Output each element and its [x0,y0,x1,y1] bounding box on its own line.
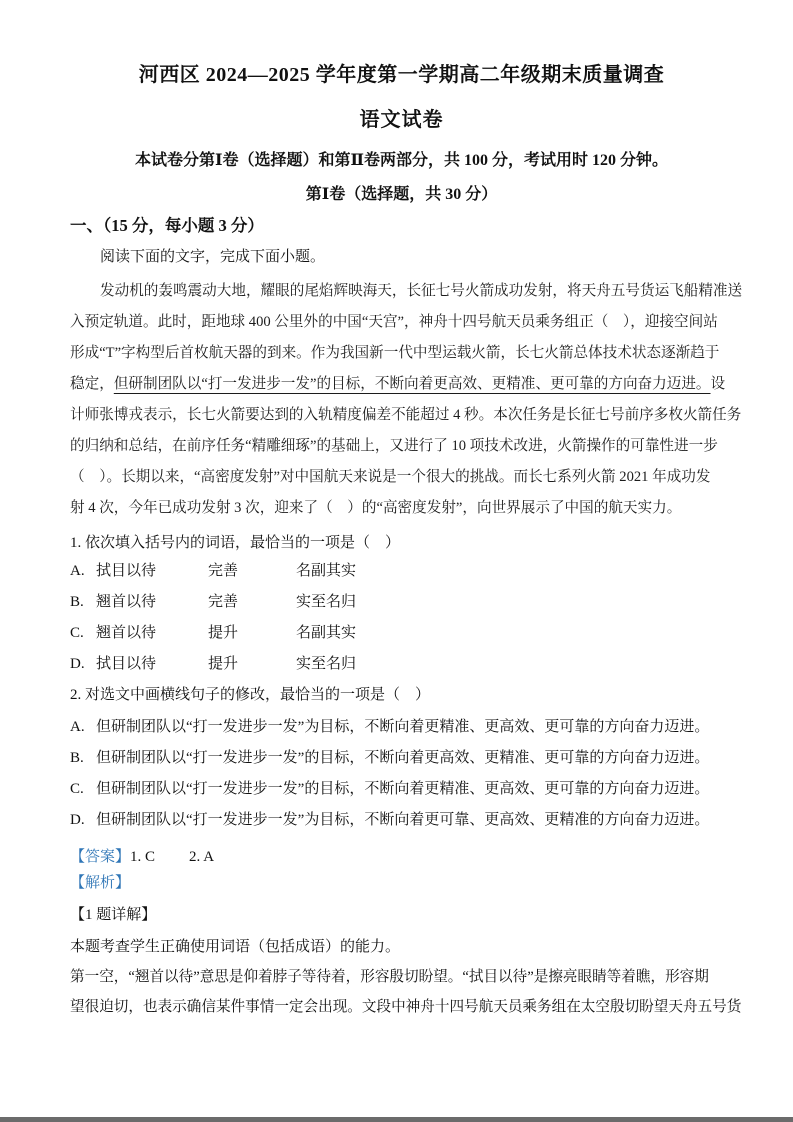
option-label: B. [70,750,84,766]
passage-line: 入预定轨道。此时，距地球 400 公里外的中国“天宫”，神舟十四号航天员乘务组正（ ），迎接空间站 [70,314,718,330]
question-2-stem: 2. 对选文中画横线句子的修改，最恰当的一项是（ ） [70,687,431,703]
option-label: C. [70,781,84,797]
option-row-c [70,774,733,805]
option-text: 但研制团队以“打一发进步一发”的目标，不断向着更精准、更高效、更可靠的方向奋力迈进。 [96,781,710,797]
option-word-1: 拭目以待 [96,656,157,672]
option-word-3: 实至名归 [296,594,357,610]
reading-passage [70,276,743,524]
passage-line: 射 4 次，今年已成功发射 3 次，迎来了（ ）的“高密度发射”，向世界展示了中国的航天实力。 [70,500,682,516]
option-word-1: 拭目以待 [96,563,157,579]
passage-line-underlined [70,369,733,400]
option-word-1: 翘首以待 [96,594,157,610]
passage-line: 形成“T”字构型后首枚航天器的到来。作为我国新一代中型运载火箭，长七火箭总体技术状态逐渐趋于 [70,345,720,361]
option-row-b [70,587,733,618]
option-word-2: 提升 [208,625,239,641]
option-text: 但研制团队以“打一发进步一发”的目标，不断向着更高效、更精准、更可靠的方向奋力迈进。 [96,750,710,766]
option-word-2: 提升 [208,656,239,672]
part-1-heading: 一、（15 分，每小题 3 分） [70,216,264,235]
answer-q2: 2. A [189,849,215,865]
answer-label: 【答案】 [70,849,131,865]
passage-line: 计师张博戎表示，长七火箭要达到的入轨精度偏差不能超过 4 秒。本次任务是长征七号前序多枚火箭任务 [70,407,742,423]
option-row-d [70,805,733,836]
window-bottom-edge [0,1117,793,1122]
question-1-stem: 1. 依次填入括号内的词语，最恰当的一项是（ ） [70,535,401,551]
option-row-a [70,556,733,587]
option-row-d [70,649,733,680]
passage-line: 发动机的轰鸣震动大地，耀眼的尾焰辉映海天，长征七号火箭成功发射，将天舟五号货运飞船精准送 [100,283,743,299]
option-word-2: 完善 [208,563,239,579]
question-2-options [70,712,733,836]
option-word-3: 名副其实 [296,563,357,579]
option-label: A. [70,719,85,735]
explanation-line: 本题考查学生正确使用词语（包括成语）的能力。 [70,939,401,955]
option-word-1: 翘首以待 [96,625,157,641]
analysis-label: 【解析】 [70,875,131,891]
option-text: 但研制团队以“打一发进步一发”为目标，不断向着更精准、更高效、更可靠的方向奋力迈进。 [96,719,710,735]
reading-instruction: 阅读下面的文字，完成下面小题。 [100,249,326,265]
explanation-line: 望很迫切，也表示确信某件事情一定会出现。文段中神舟十四号航天员乘务组在太空殷切盼望天舟五号货 [70,999,742,1015]
option-text: 但研制团队以“打一发进步一发”为目标，不断向着更可靠、更高效、更精准的方向奋力迈进。 [96,812,710,828]
passage-text: 设 [710,376,726,392]
explanation-line: 第一空，“翘首以待”意思是仰着脖子等待着，形容殷切盼望。“拭目以待”是擦亮眼睛等着瞧，形容期 [70,969,709,985]
passage-line: 的归纳和总结，在前序任务“精雕细琢”的基础上，又进行了 10 项技术改进，火箭操作的可靠性进一步 [70,438,718,454]
option-word-2: 完善 [208,594,239,610]
option-label: C. [70,625,84,641]
option-label: D. [70,812,85,828]
answer-line [70,844,733,870]
option-row-a [70,712,733,743]
section-1-heading: 第Ⅰ卷（选择题，共 30 分） [305,186,498,203]
exam-subtitle: 语文试卷 [359,109,444,131]
option-label: D. [70,656,85,672]
option-word-3: 实至名归 [296,656,357,672]
detail-1-heading: 【1 题详解】 [70,907,157,923]
underlined-sentence: 但研制团队以“打一发进步一发”的目标，不断向着更高效、更精准、更可靠的方向奋力迈进。 [113,376,711,392]
question-1-options [70,556,733,680]
option-label: A. [70,563,85,579]
passage-text: 稳定， [70,376,114,392]
option-word-3: 名副其实 [296,625,357,641]
option-label: B. [70,594,84,610]
exam-info-line: 本试卷分第Ⅰ卷（选择题）和第Ⅱ卷两部分，共 100 分，考试用时 120 分钟。 [135,152,668,169]
passage-line: （ ）。长期以来，“高密度发射”对中国航天来说是一个很大的挑战。而长七系列火箭 2021 年成功发 [70,469,711,485]
option-row-c [70,618,733,649]
exam-title: 河西区 2024—2025 学年度第一学期高二年级期末质量调查 [138,64,665,86]
answer-q1: 1. C [130,849,156,865]
option-row-b [70,743,733,774]
